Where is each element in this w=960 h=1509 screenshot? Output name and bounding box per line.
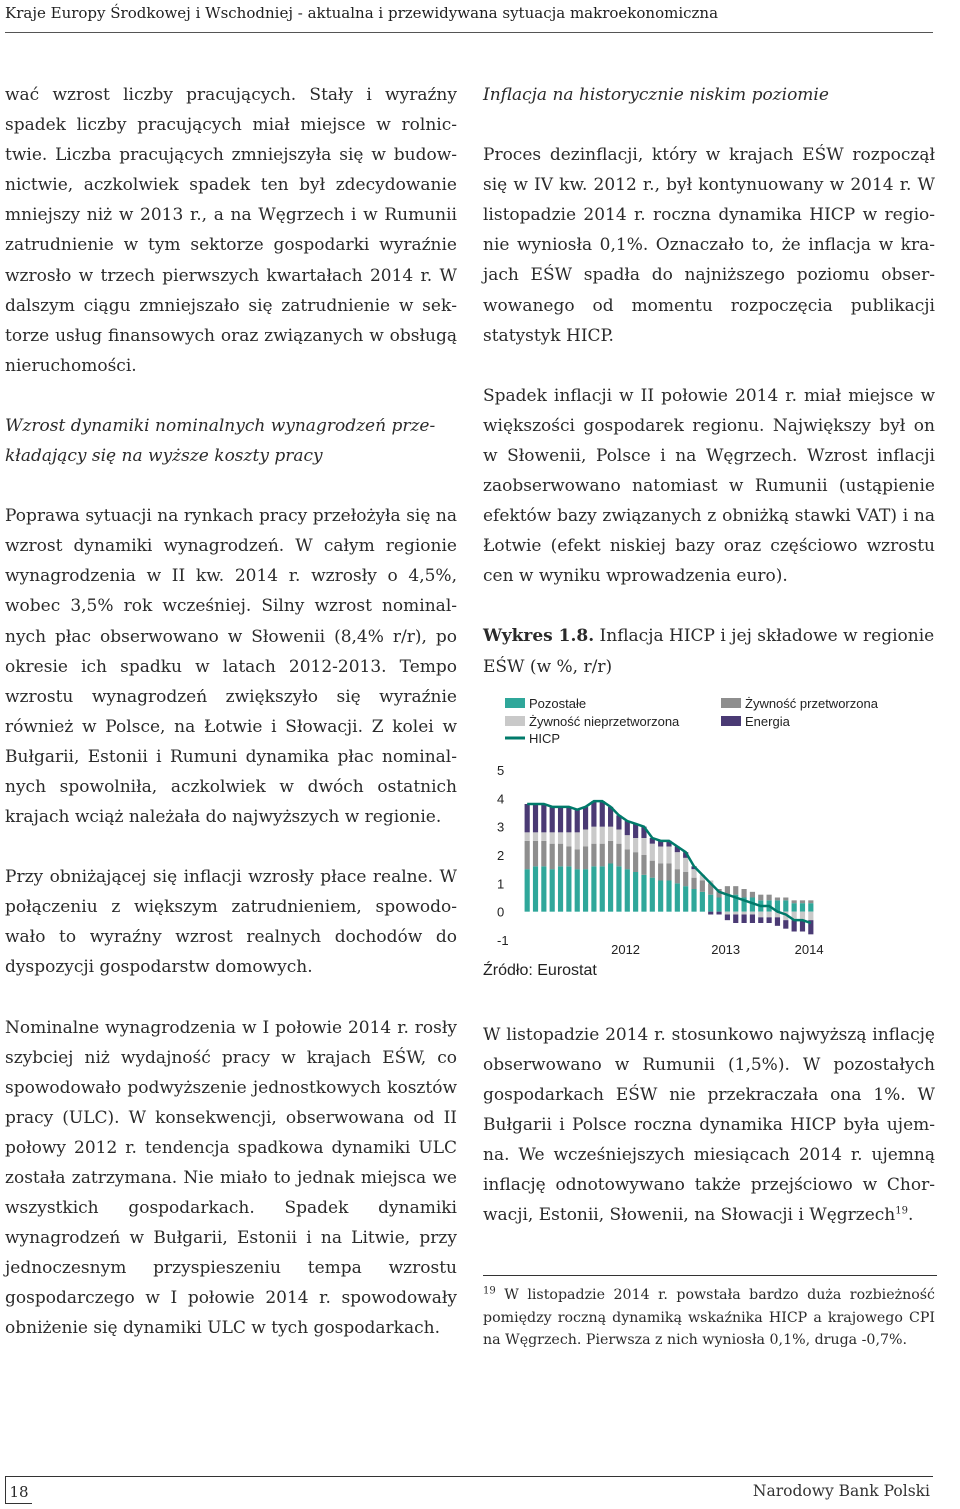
bar-segment: [566, 832, 571, 846]
paragraph-november-end: .: [908, 1205, 914, 1226]
bar-segment: [725, 894, 730, 911]
bar-segment: [808, 900, 813, 903]
bar-segment: [733, 914, 738, 923]
x-tick-label: 2012: [611, 941, 641, 957]
bar-segment: [683, 857, 688, 871]
y-tick-label: -1: [497, 932, 509, 948]
bar-segment: [691, 877, 696, 888]
bar-segment: [725, 911, 730, 914]
legend-label: Pozostałe: [529, 695, 587, 711]
paragraph-employment: wać wzrost liczby pracujących. Stały i wyraźny spadek liczby pracujących miał miejsce w rolnictwie. Liczba pracujących zmniejszyła się w budownictwie, aczkolwiek spadek ten był zdecydowanie mniejszy niż w 2013 r., a na Węgrzech i w Rumunii zatrudnienie w tym sektorze gospodarki wyraźnie wzrosło w trzech pierwszych kwartałach 2014 r. W dalszym ciągu zmniejszało się zatrudnienie w sektorze usług finansowych oraz związanych w obsługą nieruchomości.: [5, 85, 457, 376]
bar-segment: [541, 866, 546, 911]
footnote-text: W listopadzie 2014 r. powstała bardzo duża rozbieżność pomiędzy roczną dynamiką wskaźnika HICP a krajowego CPI na Węgrzech. Pierwsza z nich wyniosła 0,1%, druga -0,7%.: [483, 1287, 935, 1349]
bar-segment: [550, 832, 555, 843]
bar-segment: [550, 869, 555, 912]
bar-segment: [533, 804, 538, 832]
bar-segment: [641, 855, 646, 875]
bar-segment: [525, 840, 530, 868]
bar-segment: [741, 911, 746, 914]
bar-segment: [741, 889, 746, 898]
bar-segment: [758, 917, 763, 923]
y-tick-label: 2: [497, 847, 505, 863]
bar-segment: [666, 863, 671, 880]
hicp-chart: [483, 692, 935, 992]
paragraph-real-wages: Przy obniżającej się inflacji wzrosły płace realne. W połączeniu z większym zatrudnieniem, spowodowało to wyraźny wzrost realnych dochodów do dyspozycji gospodarstw domowych.: [5, 867, 457, 978]
bar-segment: [541, 832, 546, 841]
bar-segment: [641, 838, 646, 855]
bar-segment: [725, 914, 730, 920]
chart-source: Źródło: Eurostat: [483, 961, 597, 979]
bar-segment: [650, 860, 655, 877]
bar-segment: [583, 869, 588, 912]
legend-label: Energia: [745, 713, 790, 729]
footnote: [483, 1284, 935, 1352]
bar-segment: [783, 897, 788, 900]
paragraph-disinflation: Proces dezinflacji, który w krajach EŚW rozpoczął się w IV kw. 2012 r., był kontynuowany w 2014 r. W listopadzie 2014 r. roczna dynamika HICP w regionie wyniosła 0,1%. Oznaczało to, że inflacja w krajach EŚW spadła do najniższego poziomu obserwowanego od momentu rozpoczęcia publikacji statystyk HICP.: [483, 145, 935, 346]
bar-segment: [608, 840, 613, 863]
bar-segment: [808, 903, 813, 912]
bar-segment: [708, 911, 713, 914]
bar-segment: [792, 920, 797, 931]
bar-segment: [700, 880, 705, 891]
bar-segment: [683, 886, 688, 912]
bar-segment: [708, 894, 713, 911]
footnote-ref[interactable]: 19: [895, 1205, 908, 1217]
paragraph-wages: Poprawa sytuacji na rynkach pracy przełożyła się na wzrost dynamiki wynagrodzeń. W całym regionie wynagrodzenia w II kw. 2014 r. wzrosły o 4,5%, wobec 3,5% rok wcześniej. Silny wzrost nominalnych płac obserwowano w Słowenii (8,4% r/r), po okresie ich spadku w latach 2012-2013. Tempo wzrostu wynagrodzeń zwiększyło się wyraźnie również w Polsce, na Łotwie i Słowacji. Z kolei w Bułgarii, Estonii i Rumuni dynamika płac nominalnych spowolniła, aczkolwiek w dwóch ostatnich krajach wciąż należała do najwyższych w regionie.: [5, 506, 457, 828]
bar-segment: [800, 903, 805, 912]
legend-label: Żywność przetworzona: [745, 695, 878, 711]
bar-segment: [733, 911, 738, 914]
bar-segment: [666, 846, 671, 863]
left-column: [5, 80, 457, 1344]
paragraph-ulc: Nominalne wynagrodzenia w I połowie 2014 r. rosły szybciej niż wydajność pracy w krajach EŚW, co spowodowało podwyższenie jednostkowych kosztów pracy (ULC). W konsekwencji, obserwowana od II połowy 2012 r. tendencja spadkowa dynamiki ULC została zatrzymana. Nie miało to jednak miejsca we wszystkich gospodarkach. Spadek dynamiki wynagrodzeń w Bułgarii, Estonii i na Litwie, przy jednoczesnym przyspieszeniu tempa wzrostu gospodarczego w I połowie 2014 r. spowodowały obniżenie się dynamiki ULC w tych gospodarkach.: [5, 1017, 457, 1339]
bar-segment: [650, 877, 655, 911]
bar-segment: [658, 880, 663, 911]
bar-segment: [608, 863, 613, 911]
y-tick-label: 1: [497, 875, 505, 891]
bar-segment: [583, 846, 588, 869]
bar-segment: [758, 911, 763, 917]
y-tick-label: 0: [497, 904, 505, 920]
y-tick-label: 5: [497, 762, 505, 778]
legend-swatch: [505, 716, 525, 726]
heading-wages: Wzrost dynamiki nominalnych wynagrodzeń przekładający się na wyższe koszty pracy: [5, 415, 436, 467]
bar-segment: [800, 900, 805, 903]
bar-segment: [750, 914, 755, 923]
bar-segment: [541, 804, 546, 832]
bar-segment: [625, 869, 630, 912]
bar-segment: [558, 832, 563, 843]
bar-segment: [650, 843, 655, 860]
bar-segment: [658, 846, 663, 863]
bar-segment: [575, 809, 580, 832]
paragraph-november-inflation: [483, 1020, 935, 1231]
bar-segment: [750, 911, 755, 914]
bar-segment: [566, 806, 571, 832]
bar-segment: [658, 863, 663, 880]
bar-segment: [633, 823, 638, 837]
footer-rule: [31, 1476, 933, 1477]
bar-segment: [525, 869, 530, 912]
bar-segment: [625, 821, 630, 835]
legend-swatch: [721, 698, 741, 708]
bar-segment: [792, 900, 797, 903]
bar-segment: [758, 894, 763, 900]
bar-segment: [700, 891, 705, 911]
bar-segment: [792, 903, 797, 912]
bar-segment: [575, 832, 580, 849]
bar-segment: [675, 883, 680, 911]
bar-segment: [716, 897, 721, 911]
bar-segment: [641, 874, 646, 911]
bar-segment: [591, 826, 596, 843]
bar-segment: [533, 832, 538, 841]
bar-segment: [583, 829, 588, 846]
bar-segment: [691, 889, 696, 912]
bar-segment: [583, 806, 588, 829]
bar-segment: [750, 891, 755, 897]
bar-segment: [616, 866, 621, 911]
bar-segment: [625, 849, 630, 869]
page-number: 18: [5, 1476, 32, 1504]
header-rule: [5, 32, 933, 33]
bar-segment: [783, 900, 788, 911]
footer-brand: Narodowy Bank Polski: [752, 1482, 930, 1500]
bar-segment: [633, 852, 638, 872]
bar-segment: [767, 911, 772, 917]
bar-segment: [566, 846, 571, 866]
y-tick-label: 4: [497, 790, 505, 806]
bar-segment: [675, 852, 680, 869]
bar-segment: [783, 920, 788, 929]
legend-swatch: [505, 698, 525, 708]
bar-segment: [616, 843, 621, 866]
bar-segment: [525, 832, 530, 841]
x-tick-label: 2014: [794, 941, 824, 957]
bar-segment: [767, 917, 772, 923]
bar-segment: [608, 826, 613, 840]
bar-segment: [775, 897, 780, 900]
paragraph-inflation-decline: Spadek inflacji w II połowie 2014 r. miał miejsce w większości gospodarek regionu. Największy był on w Słowenii, Polsce i na Węgrzech. Wzrost inflacji zaobserwowano natomiast w Rumunii (ustąpienie efektów bazy związanych z obniżką stawki VAT) i na Łotwie (efekt niskiej bazy oraz częściowo wzrostu cen w wyniku wprowadzenia euro).: [483, 385, 935, 587]
legend-swatch: [721, 716, 741, 726]
bar-segment: [541, 840, 546, 866]
hicp-chart-svg: [483, 692, 935, 957]
bar-segment: [600, 801, 605, 826]
bar-segment: [616, 829, 621, 843]
bar-segment: [591, 801, 596, 826]
bar-segment: [591, 843, 596, 866]
bar-segment: [575, 849, 580, 869]
bar-segment: [691, 869, 696, 878]
y-tick-label: 3: [497, 819, 505, 835]
chart-caption: [483, 621, 935, 681]
bar-segment: [558, 843, 563, 866]
bar-segment: [566, 866, 571, 911]
bar-segment: [533, 840, 538, 866]
bar-segment: [666, 880, 671, 911]
bar-segment: [600, 826, 605, 843]
bar-segment: [767, 894, 772, 900]
bar-segment: [600, 843, 605, 866]
x-tick-label: 2013: [711, 941, 741, 957]
bar-segment: [591, 866, 596, 911]
bar-segment: [625, 835, 630, 849]
bar-segment: [533, 866, 538, 911]
running-header: Kraje Europy Środkowej i Wschodniej - aktualna i przewidywana sytuacja makroekonomiczna: [5, 4, 719, 22]
legend-label: Żywność nieprzetworzona: [529, 713, 680, 729]
paragraph-november-text: W listopadzie 2014 r. stosunkowo najwyższą inflację obserwowano w Rumunii (1,5%). W pozostałych gospodarkach EŚW nie przekraczała ona 1%. W Bułgarii i Polsce roczna dynamika HICP była ujemna. We wcześniejszych miesiącach 2014 r. ujemną inflację odnotowywano także przejściowo w Chorwacji, Estonii, Słowenii, na Słowacji i Węgrzech: [483, 1024, 935, 1226]
bar-segment: [800, 911, 805, 920]
chart-caption-number: Wykres 1.8.: [483, 626, 595, 647]
bar-segment: [633, 838, 638, 852]
footnote-number: 19: [483, 1285, 496, 1297]
bar-segment: [683, 872, 688, 886]
bar-segment: [558, 866, 563, 911]
bar-segment: [808, 911, 813, 920]
bar-segment: [600, 866, 605, 911]
bar-segment: [575, 869, 580, 912]
heading-inflation: Inflacja na historycznie niskim poziomie: [483, 85, 829, 105]
right-column: [483, 80, 935, 1352]
bar-segment: [550, 843, 555, 869]
bar-segment: [558, 806, 563, 832]
bar-segment: [716, 911, 721, 914]
bar-segment: [741, 914, 746, 923]
legend-label: HICP: [529, 730, 561, 746]
bar-segment: [550, 806, 555, 832]
chart-caption-text: Inflacja HICP i jej składowe w regionie EŚW (w %, r/r): [483, 626, 935, 677]
bar-segment: [633, 872, 638, 912]
bar-segment: [775, 917, 780, 926]
bar-segment: [525, 804, 530, 832]
bar-segment: [733, 886, 738, 895]
bar-segment: [675, 869, 680, 883]
